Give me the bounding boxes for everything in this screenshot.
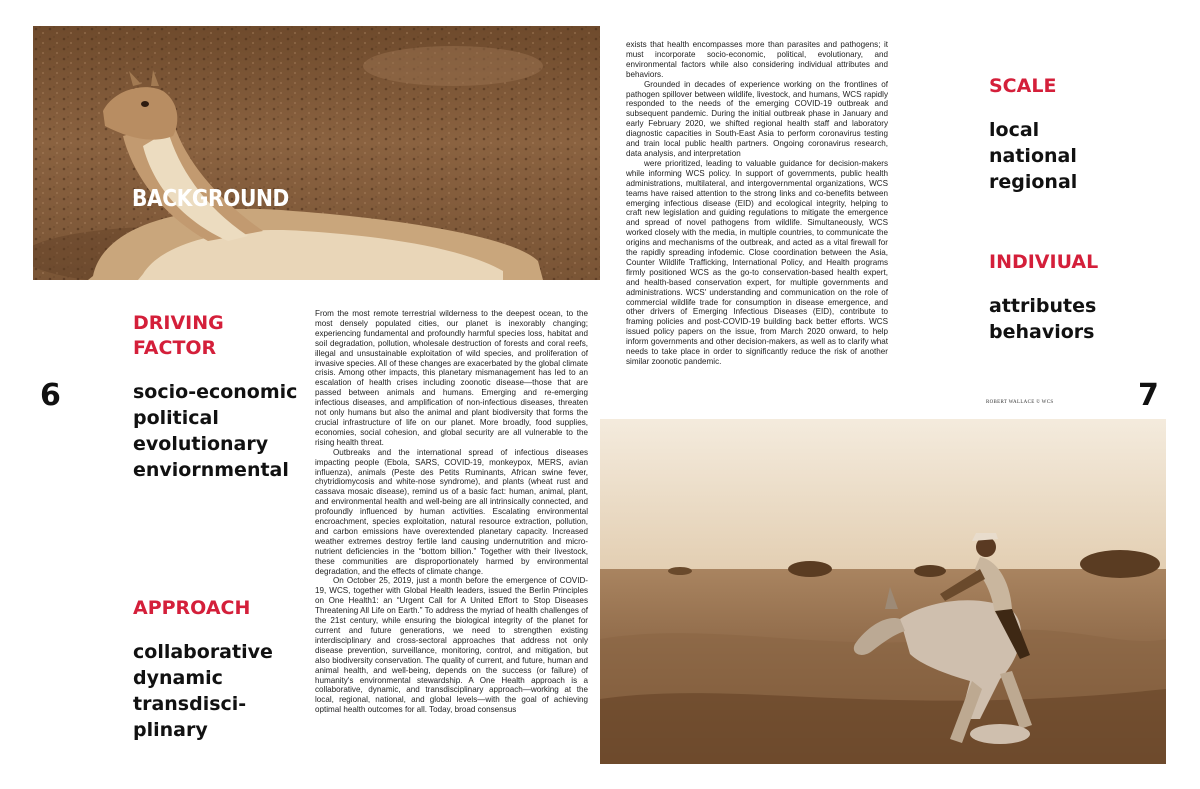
body-column-right bbox=[626, 40, 888, 367]
paragraph: were prioritized, leading to valuable guidance for decision-makers while informing WCS policy. In support of governments, public health administrations, multilateral, and intergovernmental organizations, WCS teams have raised attention to the strong links and co-benefits between emerging infectious disease (EID) and ecological integrity, helping to craft new legislation and guiding regulations to mitigate the emergence and spread of novel pathogens from wildlife. Simultaneously, WCS worked closely with the media, in multiple countries, to communicate the origins and mechanisms of the outbreak, and acted as a vital firewall for the rapidly spreading infodemic. Close coordination between the Asia, Counter Wildlife Trafficking, International Policy, and Health programs firmly positioned WCS as the go-to conservation-based health expert, and health-based conservation expert, for multiple governments and administrations. WCS' understanding and communication on the role of commercial wildlife trade for consumption in disease emergence, and other drivers of Emerging Infectious Diseases (EID), contribute to framing policies and post-COVID-19 building back better efforts. WCS issued policy papers on the issue, from March 2020 onward, to help inform governments and other decision-makers, as well as to clarify what needs to take place in order to significantly reduce the risk of another similar zoonotic pandemic. bbox=[626, 158, 888, 366]
list-item: transdisci- bbox=[133, 693, 247, 715]
driving-factor-heading: DRIVING FACTOR bbox=[133, 312, 224, 359]
list-item: regional bbox=[989, 171, 1078, 193]
list-item: enviornmental bbox=[133, 459, 289, 481]
individual-list bbox=[989, 293, 1096, 345]
list-item: attributes bbox=[989, 295, 1097, 317]
scale-list bbox=[989, 117, 1077, 195]
list-item: evolutionary bbox=[133, 433, 269, 455]
list-item: local bbox=[989, 119, 1040, 141]
individual-heading: INDIVIUAL bbox=[989, 251, 1099, 273]
list-item: behaviors bbox=[989, 321, 1095, 343]
donkey-photo bbox=[600, 419, 1166, 764]
list-item: national bbox=[989, 145, 1077, 167]
list-item: collaborative bbox=[133, 641, 273, 663]
page-number-left: 6 bbox=[40, 378, 61, 413]
list-item: socio-economic bbox=[133, 381, 298, 403]
driving-factor-list bbox=[133, 379, 297, 483]
scale-heading: SCALE bbox=[989, 75, 1057, 97]
approach-heading: APPROACH bbox=[133, 597, 251, 619]
body-column-left bbox=[315, 309, 588, 715]
approach-list bbox=[133, 639, 273, 743]
list-item: dynamic bbox=[133, 667, 223, 689]
section-title: BACKGROUND bbox=[132, 186, 289, 212]
paragraph: Grounded in decades of experience working on the frontlines of pathogen spillover between wildlife, livestock, and humans, WCS rapidly responded to the needs of the emerging COVID-19 outbreak and subsequent pandemic. During the initial outbreak phase in January and early February 2020, we shifted regional health staff and laboratory diagnostic capacities in South-East Asia to perform coronavirus testing and train local public health partners. Ongoing coronavirus research, data analysis, and interpretation bbox=[626, 79, 888, 158]
list-item: plinary bbox=[133, 719, 208, 741]
paragraph: From the most remote terrestrial wilderness to the deepest ocean, to the most densely populated cities, our planet is inexorably changing; experiencing fundamental and profoundly harmful species loss, habitat and soil degradation, pollution, wholesale destruction of forests and coral reefs, illegal and unsustainable exploitation of wild species, and proliferation of invasive species. All of these changes are exacerbated by the global climate crisis. Among other impacts, this planetary mismanagement has led to an escalation of health crises including zoonotic disease—those that are passed between animals and humans. Emerging and re-emerging infectious diseases, and amplification of non-infectious diseases, threaten not only humans but also the animal and plant biodiversity that forms the crucial infrastructure of life on our planet. More broadly, food supplies, economies, social cohesion, and global security are all vulnerable to the rising health threat. bbox=[315, 309, 588, 447]
paragraph: exists that health encompasses more than parasites and pathogens; it must incorporate socio-economic, political, evolutionary, and environmental factors while also considering individual attributes and behaviors. bbox=[626, 40, 888, 79]
list-item: political bbox=[133, 407, 219, 429]
vicuna-photo bbox=[33, 26, 600, 280]
page-number-right: 7 bbox=[1138, 378, 1159, 413]
paragraph: On October 25, 2019, just a month before the emergence of COVID-19, WCS, together with Global Health leaders, issued the Berlin Principles on One Health1: an “Urgent Call for A United Effort to Stop Diseases Threatening All Life on Earth.” To address the myriad of health challenges of the 21st century, while ensuring the biological integrity of the planet for current and future generations, we need to strengthen existing interdisciplinary and cross-sectoral approaches that address not only disease prevention, surveillance, monitoring, control, and mitigation, but also biodiversity conservation. The quality of current, and future, human and animal health, and well-being, depends on the success (or failure) of humanity's environmental stewardship. A One Health approach is a collaborative, dynamic, and transdisciplinary approach—working at the local, regional, national, and global levels—with the goal of achieving optimal health outcomes for all. Today, broad consensus bbox=[315, 576, 588, 715]
photo-credit: ROBERT WALLACE © WCS bbox=[986, 400, 1054, 405]
paragraph: Outbreaks and the international spread of infectious diseases impacting people (Ebola, SARS, COVID-19, monkeypox, MERS, avian influenza), animals (Peste des Petits Ruminants, African swine fever, chytridiomycosis and white-nose syndrome), and plants (wheat rust and cassava mosaic disease), remind us of a basic fact: human, animal, plant, and environmental health and well-being are all intrinsically connected, and profoundly influenced by human activities. Escalating environmental encroachment, species exploitation, natural resource extraction, pollution, and carbon emissions have overextended planetary capacity. Increased weather extremes destroy fertile land causing undernutrition and micro-nutrient deficiencies in the “bottom billion.” Together with their livestock, these communities are disproportionately harmed by environmental degradation, and the effects of climate change. bbox=[315, 447, 588, 576]
